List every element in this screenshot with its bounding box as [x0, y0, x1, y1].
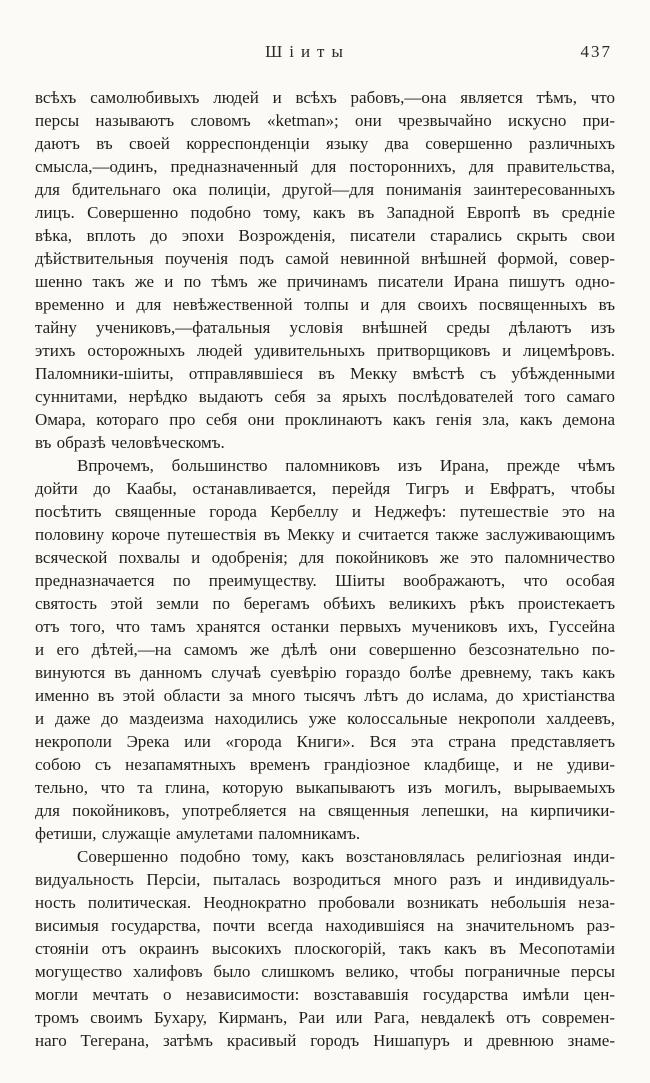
- text-line: могущество халифовъ было слишкомъ велико, чтобы пограничные персы: [35, 962, 615, 981]
- text-line: тромъ своимъ Бухару, Кирманъ, Раи или Рага, невдалекѣ отъ современ-: [35, 1008, 615, 1027]
- text-line: и его дѣтей,—на самомъ же дѣлѣ они совершенно безсознательно по-: [35, 640, 615, 659]
- text-line: персы называютъ словомъ «ketman»; они чрезвычайно искусно при-: [35, 111, 615, 130]
- text-line: фетиши, служащіе амулетами паломникамъ.: [35, 824, 361, 843]
- text-line: лицъ. Совершенно подобно тому, какъ въ Западной Европѣ въ средніе: [35, 203, 615, 222]
- text-line: вѣка, вплоть до эпохи Возрожденія, писатели старались скрыть свои: [35, 226, 615, 245]
- text-line: отъ того, что тамъ хранятся останки первыхъ мучениковъ ихъ, Гуссейна: [35, 617, 615, 636]
- text-line: всѣхъ самолюбивыхъ людей и всѣхъ рабовъ,—она является тѣмъ, что: [35, 88, 615, 107]
- text-line: этихъ осторожныхъ людей удивительныхъ притворщиковъ и лицемѣровъ.: [35, 341, 615, 360]
- text-line: Паломники-шіиты, отправлявшіеся въ Мекку вмѣстѣ съ убѣжденными: [35, 364, 615, 383]
- text-line: смысла,—одинъ, предназначенный для постороннихъ, для правительства,: [35, 157, 615, 176]
- text-line: наго Тегерана, затѣмъ красивый городъ Нишапуръ и древнюю знаме-: [35, 1031, 615, 1050]
- paragraph: [35, 845, 615, 1052]
- text-line: именно въ этой области за много тысячъ лѣтъ до ислама, до христіанства: [35, 686, 615, 705]
- page-body: [35, 86, 615, 1052]
- page-header: [35, 42, 615, 66]
- text-line: для покойниковъ, употребляется на священныя лепешки, на кирпичики-: [35, 801, 615, 820]
- text-line: посѣтить священные города Кербеллу и Неджефъ: путешествіе это на: [35, 502, 615, 521]
- text-line: шенно такъ же и по тѣмъ же причинамъ писатели Ирана пишутъ одно-: [35, 272, 615, 291]
- text-line: Омара, котораго про себя они проклинаютъ какъ генія зла, какъ демона: [35, 410, 615, 429]
- text-line: видуальность Персіи, пыталась возродиться много разъ и индивидуаль-: [35, 870, 615, 889]
- text-line: временно и для невѣжественной толпы и для своихъ посвященныхъ въ: [35, 295, 615, 314]
- paragraph: [35, 86, 615, 454]
- running-title: Шіиты: [265, 42, 350, 61]
- text-line: и даже до маздеизма находились уже колоссальные некрополи халдеевъ,: [35, 709, 615, 728]
- paragraph: [35, 454, 615, 845]
- text-line: въ образѣ человѣческомъ.: [35, 433, 225, 452]
- text-line: некрополи Эрека или «города Книги». Вся эта страна представляетъ: [35, 732, 615, 751]
- text-line: для бдительнаго ока полиціи, другой—для пониманія заинтересованныхъ: [35, 180, 615, 199]
- text-line: висимыя государства, почти всегда находившіяся на значительномъ раз-: [35, 916, 615, 935]
- text-line: дойти до Каабы, останавливается, перейдя Тигръ и Евфратъ, чтобы: [35, 479, 615, 498]
- text-line: предназначается по преимуществу. Шіиты воображаютъ, что особая: [35, 571, 615, 590]
- text-line: винуются въ данномъ случаѣ суевѣрію гораздо болѣе древнему, такъ какъ: [35, 663, 615, 682]
- text-line: всяческой похвалы и одобренія; для покойниковъ же это паломничество: [35, 548, 615, 567]
- text-line: собою съ незапамятныхъ временъ грандіозное кладбище, и не удиви-: [35, 755, 615, 774]
- text-line: суннитами, нерѣдко выдаютъ себя за ярыхъ послѣдователей того самаго: [35, 387, 615, 406]
- text-line: даютъ въ своей корреспонденціи языку два совершенно различныхъ: [35, 134, 615, 153]
- text-line: тельно, что та глина, которую выкапываютъ изъ могилъ, вырываемыхъ: [35, 778, 615, 797]
- text-line: Совершенно подобно тому, какъ возстановлялась религіозная инди-: [77, 847, 615, 866]
- page-number: 437: [580, 42, 612, 61]
- text-line: дѣйствительныя поученія подъ самой невинной внѣшней формой, совер-: [35, 249, 615, 268]
- text-line: стояніи отъ окраинъ высокихъ плоскогорій, такъ какъ въ Месопотаміи: [35, 939, 615, 958]
- text-line: половину короче путешествія въ Мекку и считается также заслуживающимъ: [35, 525, 615, 544]
- text-line: святость этой земли по берегамъ обѣихъ великихъ рѣкъ проистекаетъ: [35, 594, 615, 613]
- text-line: могли мечтать о независимости: возстававшія государства имѣли цен-: [35, 985, 615, 1004]
- text-line: ность политическая. Неоднократно пробовали возникать небольшія неза-: [35, 893, 615, 912]
- text-line: Впрочемъ, большинство паломниковъ изъ Ирана, прежде чѣмъ: [77, 456, 615, 475]
- text-line: тайну учениковъ,—фатальныя условія внѣшней среды дѣлаютъ изъ: [35, 318, 615, 337]
